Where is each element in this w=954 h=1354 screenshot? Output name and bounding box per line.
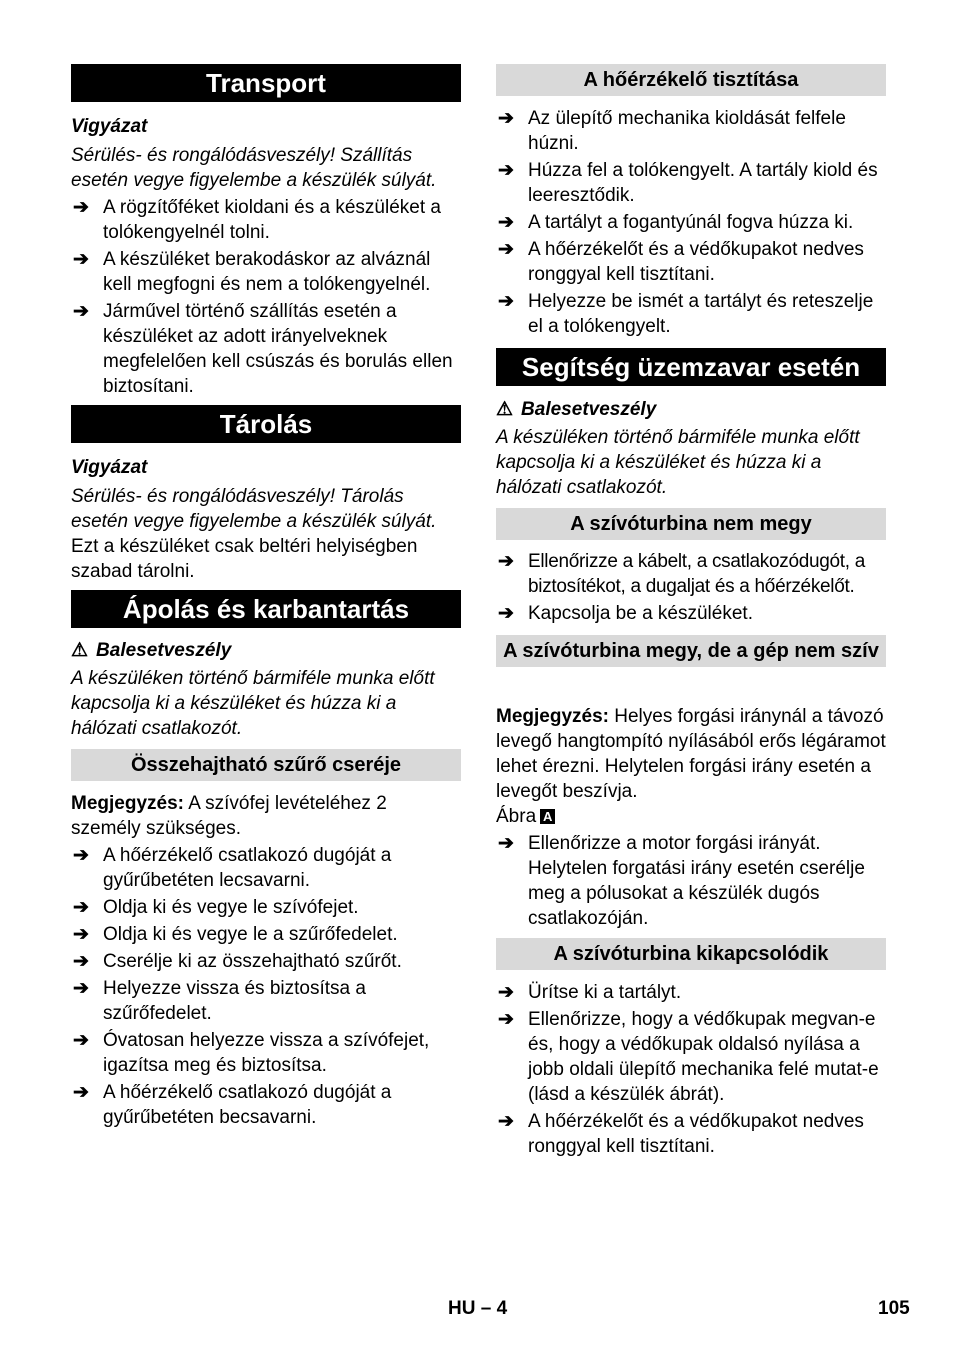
caution-label: Vigyázat: [71, 457, 148, 478]
no-suction-heading: A szívóturbina megy, de a gép nem szív: [496, 635, 886, 667]
shutoff-section: [496, 980, 886, 1159]
shutoff-heading: A szívóturbina kikapcsolódik: [496, 938, 886, 970]
list-item: ➔ Oldja ki és vegye le szívófejet.: [73, 897, 359, 918]
no-suction-section: [496, 704, 886, 931]
list-item: ➔ Helyezze vissza és biztosítsa a szűrőfedelet.: [73, 978, 366, 1024]
caution-text: Sérülés- és rongálódásveszély! Tárolás esetén vegye figyelembe a készülék súlyát.: [71, 486, 437, 532]
arrow-icon: ➔: [73, 951, 89, 972]
maintenance-heading: Ápolás és karbantartás: [71, 590, 461, 628]
transport-heading: Transport: [71, 64, 461, 102]
arrow-icon: ➔: [498, 212, 514, 233]
figure-label: Ábra: [496, 806, 537, 827]
arrow-icon: ➔: [498, 239, 514, 260]
note-text: A szívófej levételéhez 2 személy szükséges.: [71, 793, 387, 839]
storage-heading: Tárolás: [71, 405, 461, 443]
arrow-icon: ➔: [73, 845, 89, 866]
sensor-section: [496, 106, 886, 339]
list-item: ➔ Ellenőrizze, hogy a védőkupak megvan-e és, hogy a védőkupak oldalsó nyílása a jobb oldali ülepítő mechanika felé mutat-e (lásd a készülék ábrát).: [498, 1009, 879, 1105]
danger-text: A készüléken történő bármiféle munka előtt kapcsolja ki a készüléket és húzza ki a hálózati csatlakozót.: [71, 668, 435, 739]
caution-text: Sérülés- és rongálódásveszély! Szállítás esetén vegye figyelembe a készülék súlyát.: [71, 145, 437, 191]
list-item: ➔ Helyezze be ismét a tartályt és reteszelje el a tolókengyelt.: [498, 291, 874, 337]
arrow-icon: ➔: [498, 833, 514, 854]
storage-text: Ezt a készüléket csak beltéri helyiségben szabad tárolni.: [71, 536, 418, 582]
note-text: Helyes forgási iránynál a távozó levegő hangtompító nyílásából erős légáramot lehet érezni. Helytelen forgási irány esetén a levegőt beszívja.: [496, 706, 886, 802]
list-item: ➔ A hőérzékelőt és a védőkupakot nedves ronggyal kell tisztítani.: [498, 1111, 864, 1157]
arrow-icon: ➔: [73, 249, 89, 270]
list-item: ➔ A készüléket berakodáskor az alváznál kell megfogni és nem a tolókengyelnél.: [73, 249, 431, 295]
note-label: Megjegyzés:: [71, 793, 184, 814]
arrow-icon: ➔: [73, 924, 89, 945]
arrow-icon: ➔: [73, 897, 89, 918]
list-item: ➔ Járművel történő szállítás esetén a készüléket az adott irányelveknek megfelelően kell csúszás és borulás ellen biztosítani.: [73, 301, 453, 397]
arrow-icon: ➔: [498, 982, 514, 1003]
figure-ref-badge: A: [540, 809, 555, 824]
arrow-icon: ➔: [498, 603, 514, 624]
arrow-icon: ➔: [498, 1111, 514, 1132]
storage-section: [71, 455, 461, 584]
list-item: ➔ Ellenőrizze a motor forgási irányát. Helytelen forgatási irány esetén cserélje meg a pólusokat a készülék dugós csatlakozóján.: [498, 833, 865, 929]
no-run-section: [496, 549, 886, 626]
list-item: ➔ A rögzítőféket kioldani és a készüléket a tolókengyelnél tolni.: [73, 197, 441, 243]
list-item: ➔ Ürítse ki a tartályt.: [498, 982, 682, 1003]
list-item: ➔ Ellenőrizze a kábelt, a csatlakozódugót, a biztosítékot, a dugaljat és a hőérzékelőt.: [498, 551, 865, 597]
warning-icon: ⚠: [496, 399, 514, 420]
arrow-icon: ➔: [498, 291, 514, 312]
sensor-heading: A hőérzékelő tisztítása: [496, 64, 886, 96]
arrow-icon: ➔: [498, 551, 514, 572]
list-item: ➔ A hőérzékelő csatlakozó dugóját a gyűrűbetéten lecsavarni.: [73, 845, 392, 891]
list-item: ➔ Az ülepítő mechanika kioldását felfele húzni.: [498, 108, 846, 154]
arrow-icon: ➔: [73, 1030, 89, 1051]
arrow-icon: ➔: [73, 1082, 89, 1103]
help-heading: Segítség üzemzavar esetén: [496, 348, 886, 386]
arrow-icon: ➔: [73, 301, 89, 322]
no-run-heading: A szívóturbina nem megy: [496, 508, 886, 540]
filter-heading: Összehajtható szűrő cseréje: [71, 749, 461, 781]
footer-section-code: HU – 4: [448, 1298, 508, 1319]
filter-section: [71, 791, 461, 1130]
arrow-icon: ➔: [498, 1009, 514, 1030]
danger-label: Balesetveszély: [521, 399, 657, 420]
arrow-icon: ➔: [498, 108, 514, 129]
note-label: Megjegyzés:: [496, 706, 609, 727]
arrow-icon: ➔: [73, 197, 89, 218]
maintenance-section: [71, 638, 461, 741]
list-item: ➔ A tartályt a fogantyúnál fogva húzza ki.: [498, 212, 854, 233]
transport-section: [71, 114, 461, 399]
list-item: ➔ Oldja ki és vegye le a szűrőfedelet.: [73, 924, 398, 945]
warning-icon: ⚠: [71, 640, 89, 661]
arrow-icon: ➔: [73, 978, 89, 999]
list-item: ➔ Cserélje ki az összehajtható szűrőt.: [73, 951, 402, 972]
list-item: ➔ Húzza fel a tolókengyelt. A tartály kiold és leeresztődik.: [498, 160, 878, 206]
list-item: ➔ A hőérzékelő csatlakozó dugóját a gyűrűbetéten becsavarni.: [73, 1082, 392, 1128]
danger-label: Balesetveszély: [96, 640, 232, 661]
caution-label: Vigyázat: [71, 116, 148, 137]
arrow-icon: ➔: [498, 160, 514, 181]
danger-text: A készüléken történő bármiféle munka előtt kapcsolja ki a készüléket és húzza ki a hálózati csatlakozót.: [496, 427, 860, 498]
list-item: ➔ Kapcsolja be a készüléket.: [498, 603, 753, 624]
list-item: ➔ Óvatosan helyezze vissza a szívófejet, igazítsa meg és biztosítsa.: [73, 1030, 430, 1076]
list-item: ➔ A hőérzékelőt és a védőkupakot nedves ronggyal kell tisztítani.: [498, 239, 864, 285]
footer-page-number: 105: [878, 1298, 910, 1319]
help-section: [496, 397, 886, 500]
